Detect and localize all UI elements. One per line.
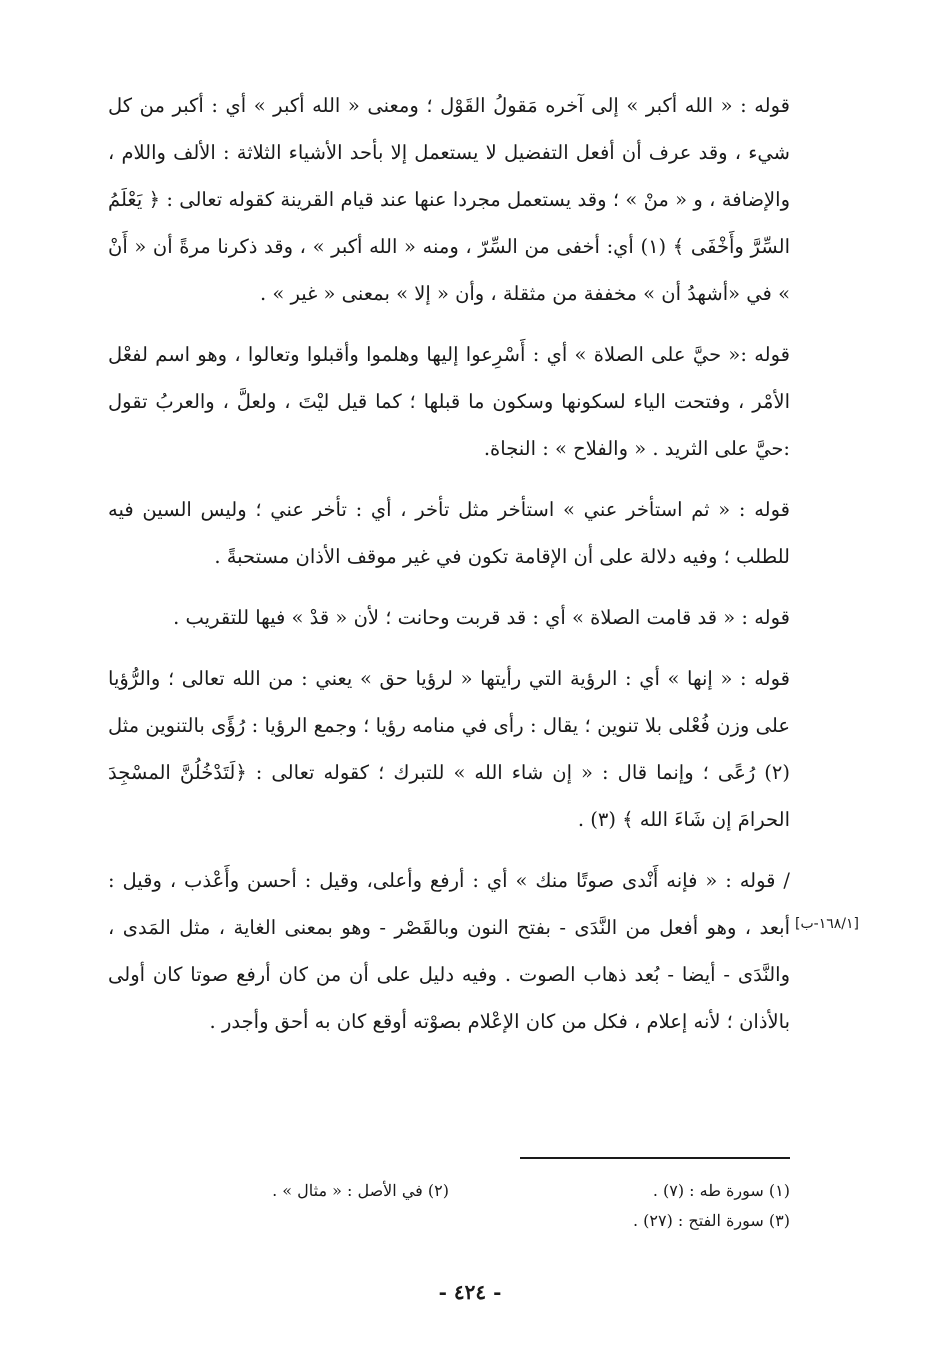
paragraph-ruya: قوله : « إنها » أي : الرؤية التي رأيتها « لرؤيا حق » يعني : من الله تعالى ؛ والرُّؤيا على وزن فُعْلى بلا تنوين ؛ يقال : رأى في منامه رؤيا ؛ وجمع الرؤيا : رُؤًى بالتنوين مثل (٢) رُعًى ؛ وإنما قال : « إن شاء الله » للتبرك ؛ كقوله تعالى : ﴿لَتَدْخُلُنَّ المسْجِدَ الحرامَ إن شَاءَ الله ﴾ (٣) .	[108, 667, 790, 831]
footnote-divider	[520, 1157, 790, 1159]
footnote-2: (٢) في الأصل : « مثال » .	[272, 1181, 449, 1200]
paragraph-hayya: قوله :« حيَّ على الصلاة » أي : أَسْرِعوا إليها وهلموا وأقبلوا وتعالوا ، وهو اسم لفعْل الأمْر ، وفتحت الياء لسكونها وسكون ما قبلها ؛ كما قيل ليْتَ ، ولعلَّ ، والعربُ تقول :حيَّ على الثريد . « والفلاح » : النجاة.	[108, 343, 790, 460]
footnote-row	[108, 1206, 790, 1236]
margin-reference: [١٦٨/١-ب]	[795, 916, 859, 932]
footnote-3: (٣) سورة الفتح : (٢٧) .	[632, 1211, 790, 1230]
page-number: - ٤٢٤ -	[438, 1280, 502, 1304]
footnote-row	[108, 1176, 790, 1206]
paragraph-anda: / قوله : « فإنه أَنْدى صوتًا منك » أي : أرفع وأعلى، وقيل : أحسن وأَعْذب ، وقيل : أبعد ، وهو أفعل من النَّدَى - بفتح النون وبالقَصْر - وهو بمعنى الغاية ، مثل المَدى ، والنَّدَى - أيضا - بُعد ذهاب الصوت . وفيه دليل على أن من كان أرفع صوتا كان أولى بالأذان ؛ لأنه إعلام ، فكل من كان الإعْلام بصوْته أوقع كان به أحق وأجدر .	[108, 869, 790, 1033]
paragraph-qad-qamat: قوله : « قد قامت الصلاة » أي : قد قربت وحانت ؛ لأن « قدْ » فيها للتقريب .	[173, 606, 790, 629]
main-text	[108, 82, 790, 1059]
paragraph-takbir: قوله : « الله أكبر » إلى آخره مَقولُ القَوْل ؛ ومعنى « الله أكبر » أي : أكبر من كل شيء ، وقد عرف أن أفعل التفضيل لا يستعمل إلا بأحد الأشياء الثلاثة : الألف واللام ، والإضافة ، و « منْ » ؛ وقد يستعمل مجردا عنها عند قيام القرينة كقوله تعالى : ﴿ يَعْلَمُ السِّرَّ وأَخْفَى ﴾ (١) أي: أخفى من السِّرّ ، ومنه « الله أكبر » ، وقد ذكرنا مرةً أن « أَنْ » في «أشهدُ أن » مخففة من مثقلة ، وأن « إلا » بمعنى « غير » .	[108, 94, 790, 305]
footnote-1: (١) سورة طه : (٧) .	[652, 1181, 790, 1200]
footnotes	[108, 1176, 790, 1236]
paragraph-istakhar: قوله : « ثم استأخر عني » استأخر مثل تأخر ، أي : تأخر عني ؛ وليس السين فيه للطلب ؛ وفيه دلالة على أن الإقامة تكون في غير موقف الأذان مستحبةً .	[108, 498, 790, 568]
